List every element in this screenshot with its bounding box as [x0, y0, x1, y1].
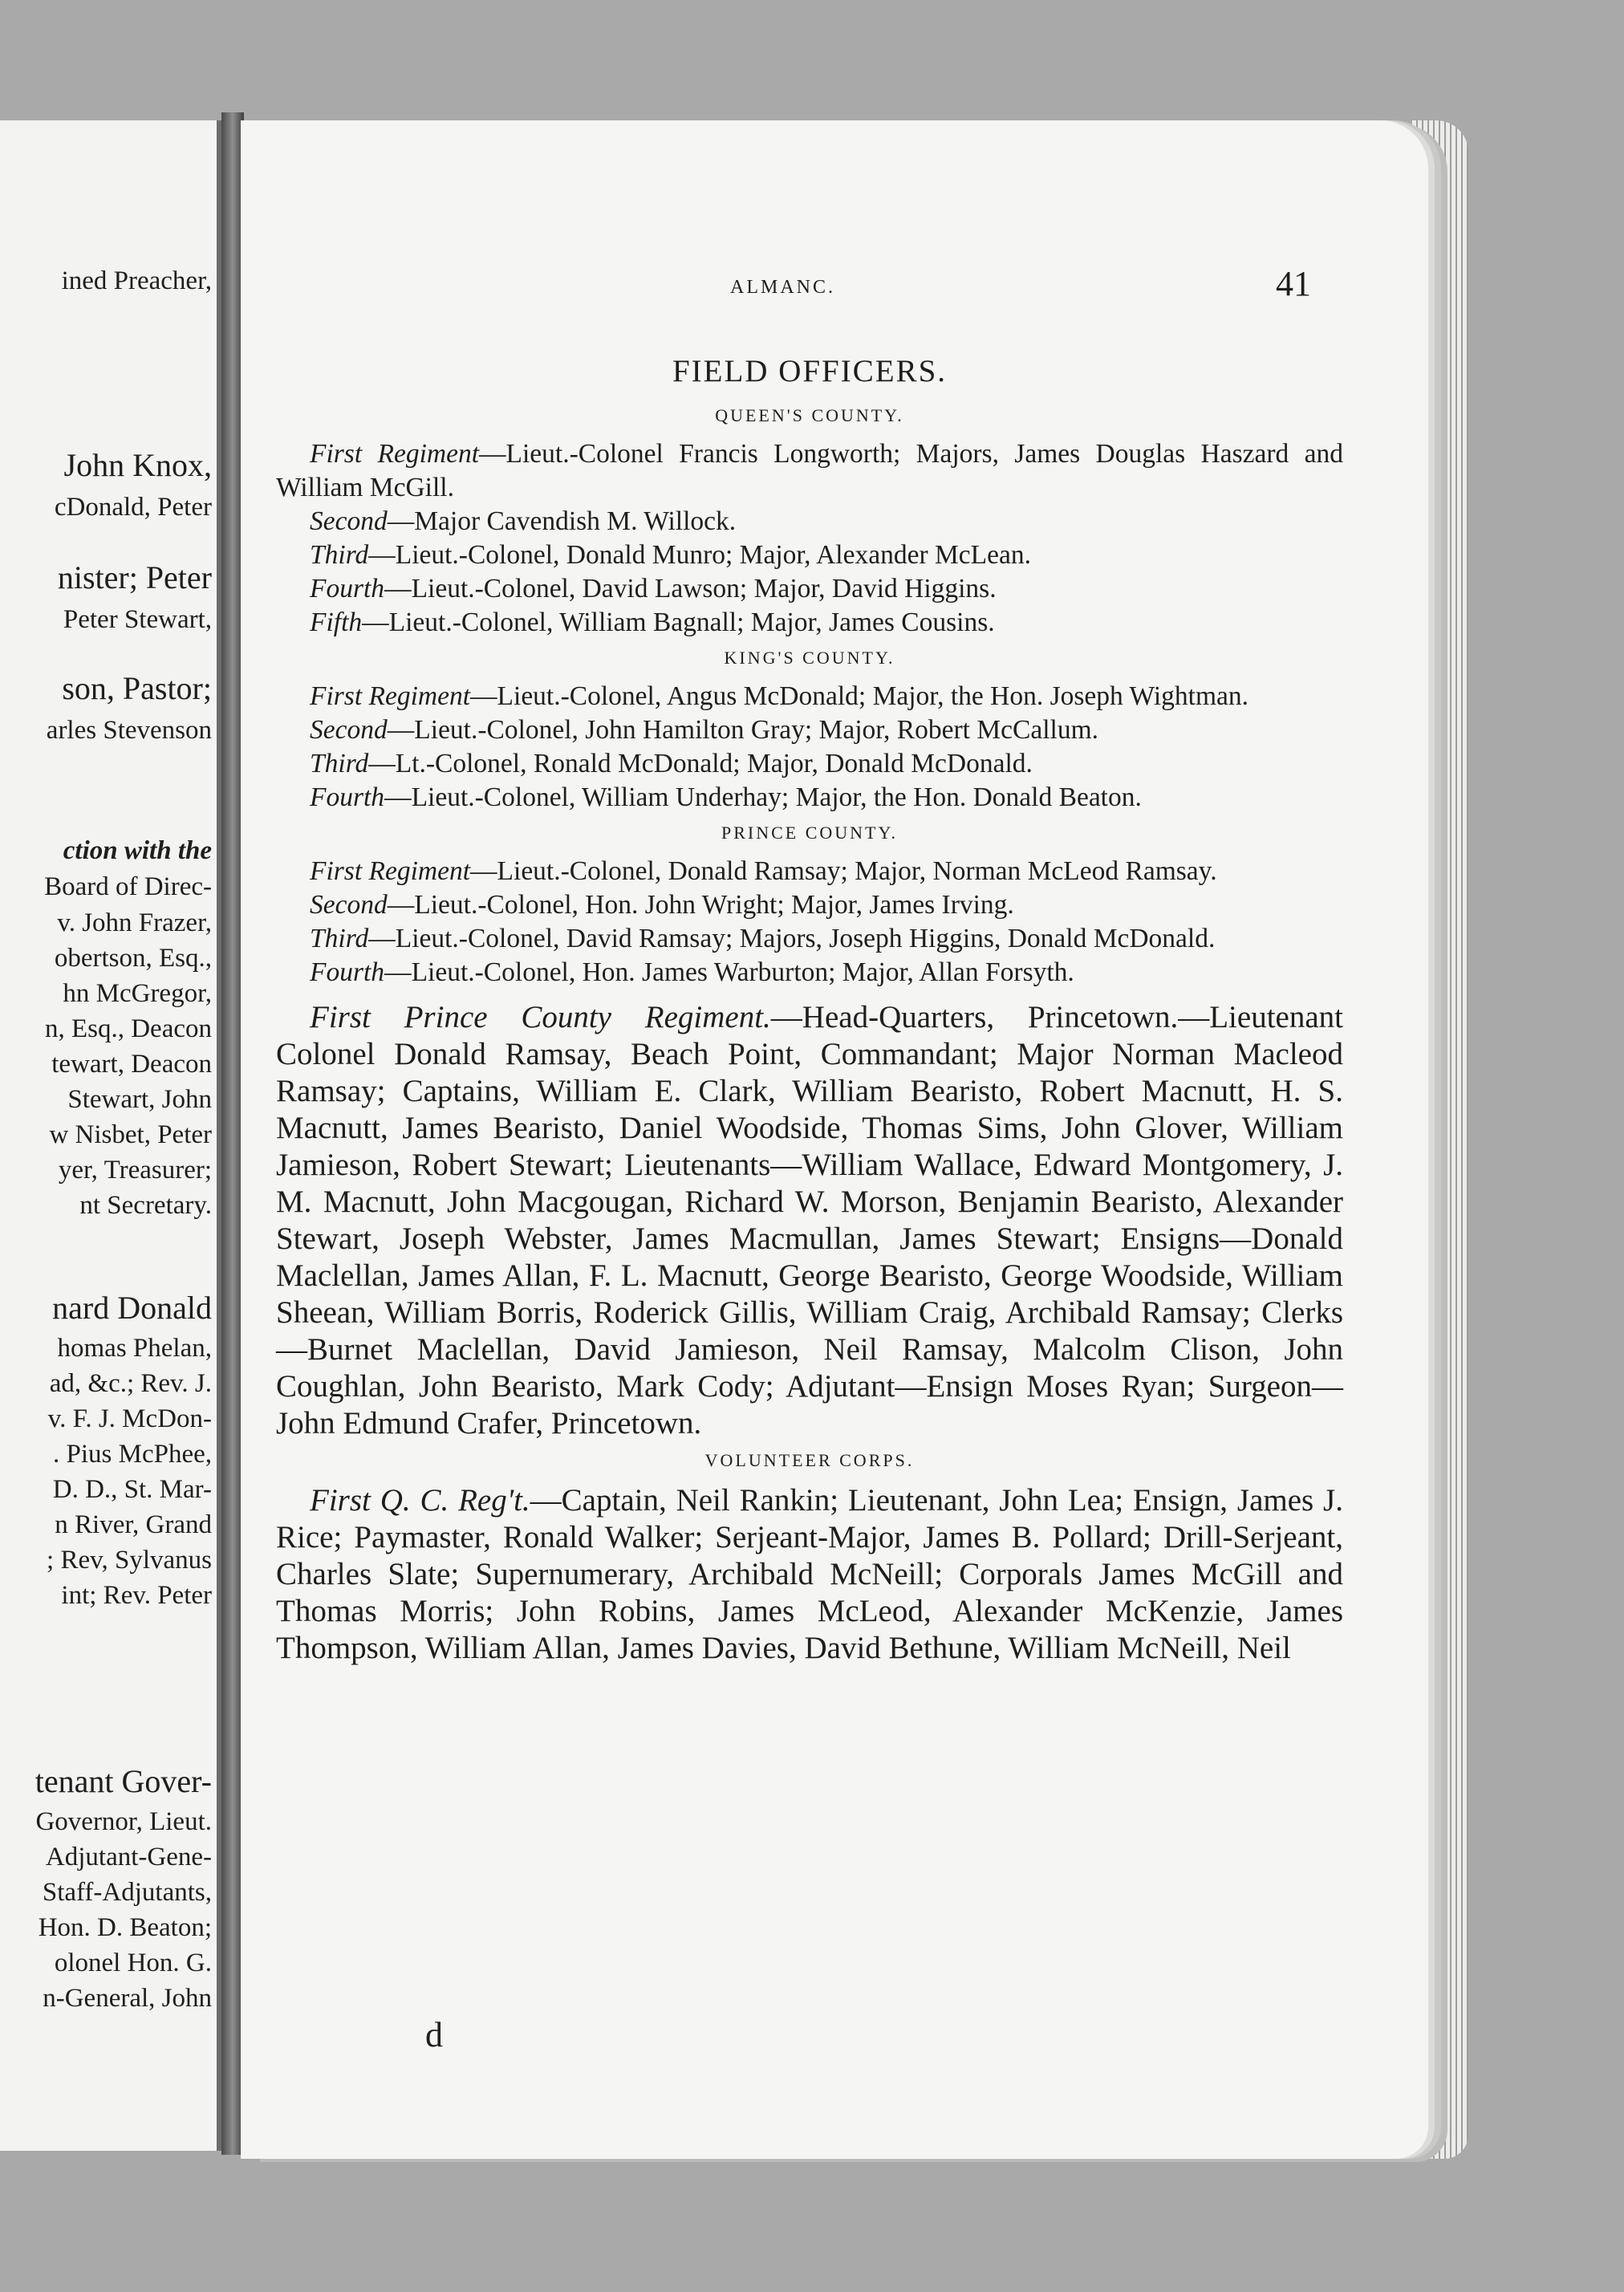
regiment-name: Fifth [310, 608, 363, 637]
first-prince-county-regiment-paragraph [276, 999, 1343, 1442]
left-page-line: arles Stevenson [46, 716, 212, 745]
left-page-line: John Knox, [63, 447, 212, 483]
signature-mark: d [425, 2015, 443, 2054]
left-page-line: Peter Stewart, [63, 605, 212, 634]
previous-page-fragment [0, 120, 221, 2151]
regiment-name: Fourth [310, 574, 385, 603]
regiment-entry [276, 956, 1343, 990]
regiment-officers: —Lieut.-Colonel, David Lawson; Major, David Higgins. [384, 574, 997, 603]
left-page-line: v. John Frazer, [57, 908, 212, 937]
left-page-line: ; Rev, Sylvanus [47, 1546, 212, 1575]
page-number: 41 [1276, 264, 1311, 303]
left-page-line: Hon. D. Beaton; [38, 1913, 212, 1942]
section-heading-prince-county: PRINCE COUNTY. [721, 823, 899, 843]
regiment-name: Second [310, 890, 388, 920]
prince-county-entries [276, 855, 1343, 990]
regiment-entry [276, 538, 1343, 572]
left-page-line: Stewart, John [67, 1085, 212, 1114]
left-page-line: olonel Hon. G. [54, 1949, 212, 1977]
left-page-line: yer, Treasurer; [58, 1156, 212, 1185]
regiment-entry [276, 855, 1343, 888]
queens-county-entries [276, 437, 1343, 640]
left-page-line: nard Donald [52, 1290, 212, 1326]
regiment-officers: —Lieut.-Colonel, Angus McDonald; Major, the Hon. Joseph Wightman. [470, 681, 1248, 711]
regiment-name: Second [310, 715, 388, 745]
left-page-line: ction with the [63, 836, 212, 865]
page-title: FIELD OFFICERS. [672, 354, 948, 388]
regiment-entry [276, 713, 1343, 747]
regiment-officers: —Lieut.-Colonel, David Ramsay; Majors, Joseph Higgins, Donald McDonald. [368, 924, 1216, 953]
left-page-line: tenant Gover- [35, 1763, 212, 1799]
regiment-officers: —Lieut.-Colonel, William Underhay; Major, the Hon. Donald Beaton. [384, 782, 1142, 812]
page-41 [241, 120, 1428, 2159]
regiment-officers: —Major Cavendish M. Willock. [387, 506, 737, 536]
left-page-line: Governor, Lieut. [35, 1807, 212, 1836]
left-page-line: hn McGregor, [63, 979, 212, 1008]
regiment-officers: —Lieut.-Colonel, John Hamilton Gray; Major, Robert McCallum. [387, 715, 1099, 745]
left-page-line: Adjutant-Gene- [45, 1843, 212, 1871]
left-page-line: Board of Direc- [44, 872, 212, 901]
paragraph-text: —Head-Quarters, Princetown.—Lieutenant Colonel Donald Ramsay, Beach Point, Commandant; Major Norman Macleod Ramsay; Captains, William E. Clark, William Bearisto, Robert Macnutt, H. S. Macnutt, James Bearisto, Daniel Woodside, Thomas Sims, John Glover, William Jamieson, Robert Stewart; Lieutenants—William Wallace, Edward Montgomery, J. M. Macnutt, John Macgougan, Richard W. Morson, Benjamin Bearisto, Alexander Stewart, Joseph Webster, James Macmullan, James Stewart; Ensigns—Donald Maclellan, James Allan, F. L. Macnutt, George Bearisto, George Woodside, William Sheean, William Borris, Roderick Gillis, William Craig, Archibald Ramsay; Clerks—Burnet Maclellan, David Jamieson, Neil Ramsay, Malcolm Clison, John Coughlan, John Bearisto, Mark Cody; Adjutant—Ensign Moses Ryan; Surgeon—John Edmund Crafer, Princetown. [276, 1000, 1343, 1441]
paragraph-text: —Captain, Neil Rankin; Lieutenant, John Lea; Ensign, James J. Rice; Paymaster, Ronald Walker; Serjeant-Major, James B. Pollard; Drill-Serjeant, Charles Slate; Supernumerary, Archibald McNeill; Corporals James McGill and Thomas Morris; John Robins, James McLeod, Alexander McKenzie, James Thompson, William Allan, James Davies, David Bethune, William McNeill, Neil [276, 1483, 1343, 1665]
left-page-line: tewart, Deacon [51, 1050, 212, 1079]
left-page-line: v. F. J. McDon- [47, 1404, 212, 1433]
regiment-entry [276, 781, 1343, 815]
left-page-line: Staff-Adjutants, [42, 1878, 212, 1907]
regiment-entry [276, 680, 1343, 713]
left-page-line: son, Pastor; [62, 670, 212, 706]
left-page-line: n River, Grand [55, 1510, 212, 1539]
regiment-entry [276, 437, 1343, 505]
regiment-entry [276, 747, 1343, 781]
regiment-entry [276, 606, 1343, 640]
left-page-line: obertson, Esq., [54, 944, 212, 973]
left-page-line: int; Rev. Peter [61, 1581, 212, 1610]
regiment-name: First Regiment [310, 681, 471, 711]
left-page-line: ad, &c.; Rev. J. [49, 1369, 212, 1398]
section-heading-volunteer-corps: VOLUNTEER CORPS. [704, 1450, 915, 1470]
regiment-name: First Regiment [310, 439, 480, 469]
regiment-entry [276, 922, 1343, 956]
regiment-officers: —Lieut.-Colonel, William Bagnall; Major, James Cousins. [362, 608, 995, 637]
regiment-name: Fourth [310, 782, 385, 812]
regiment-name: Second [310, 506, 388, 536]
regiment-name: First Regiment [310, 856, 471, 886]
page-body [276, 353, 1343, 1667]
paragraph-lead: First Q. C. Reg't. [310, 1483, 530, 1518]
regiment-officers: —Lieut.-Colonel, Donald Ramsay; Major, Norman McLeod Ramsay. [470, 856, 1217, 886]
regiment-officers: —Lieut.-Colonel, Hon. James Warburton; Major, Allan Forsyth. [384, 957, 1074, 987]
left-page-line: n, Esq., Deacon [44, 1014, 212, 1043]
left-page-line: D. D., St. Mar- [52, 1475, 212, 1504]
paragraph-lead: First Prince County Regiment. [310, 1000, 771, 1034]
left-page-line: ined Preacher, [61, 266, 212, 295]
left-page-line: nt Secretary. [79, 1191, 212, 1220]
regiment-name: Third [310, 924, 369, 953]
running-head: ALMANC. [730, 277, 836, 298]
volunteer-corps-paragraph [276, 1482, 1343, 1667]
regiment-name: Third [310, 540, 369, 570]
regiment-entry [276, 888, 1343, 922]
section-heading-queens-county: QUEEN'S COUNTY. [715, 405, 904, 425]
regiment-officers: —Lieut.-Colonel, Donald Munro; Major, Alexander McLean. [368, 540, 1031, 570]
regiment-officers: —Lieut.-Colonel Francis Longworth; Majors, James Douglas Haszard and William McGill. [276, 439, 1343, 502]
regiment-entry [276, 572, 1343, 606]
regiment-officers: —Lieut.-Colonel, Hon. John Wright; Major, James Irving. [387, 890, 1014, 920]
left-page-line: homas Phelan, [57, 1334, 212, 1363]
regiment-name: Fourth [310, 957, 385, 987]
left-page-line: w Nisbet, Peter [49, 1120, 212, 1149]
left-page-line: cDonald, Peter [54, 493, 212, 522]
left-page-line: . Pius McPhee, [53, 1440, 212, 1469]
regiment-name: Third [310, 749, 369, 778]
section-heading-kings-county: KING'S COUNTY. [724, 648, 895, 668]
left-page-line: n-General, John [43, 1984, 212, 2013]
left-page-line: nister; Peter [57, 559, 212, 595]
kings-county-entries [276, 680, 1343, 815]
regiment-entry [276, 505, 1343, 538]
regiment-officers: —Lt.-Colonel, Ronald McDonald; Major, Donald McDonald. [368, 749, 1033, 778]
